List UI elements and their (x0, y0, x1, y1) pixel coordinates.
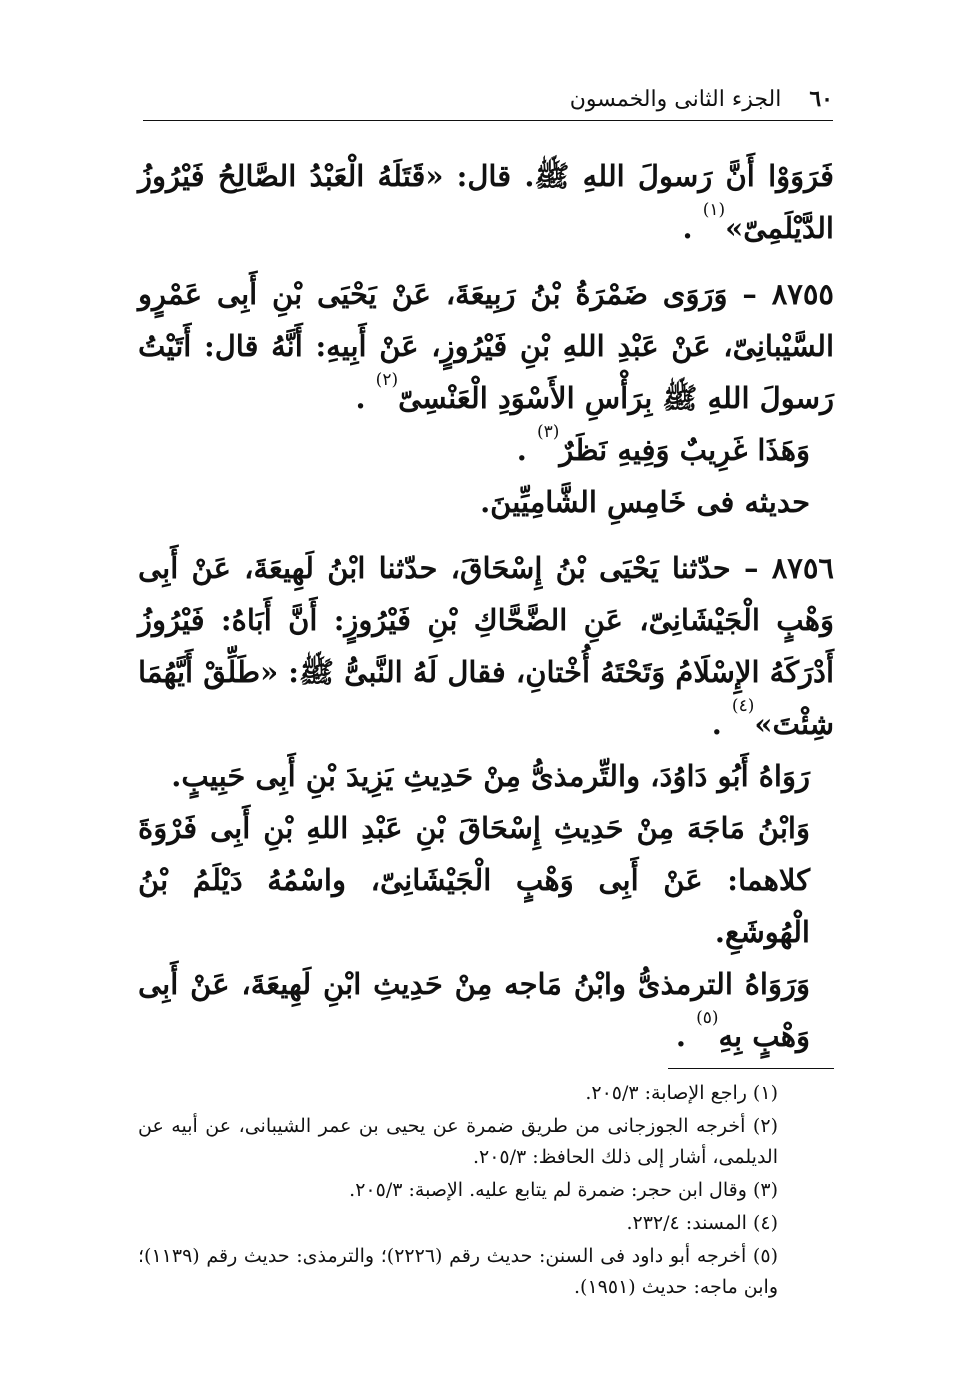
paragraph-3-text: وَهَذَا غَرِيبٌ وَفِيهِ نَظَرٌ (559, 433, 810, 467)
paragraph-7: وَابْنُ مَاجَهَ مِنْ حَدِيثِ إِسْحَاقَ بْنِ عَبْدِ اللهِ بْنِ أَبِى فَرْوَةَ كلاهما: عَنْ أَبِى وَهْبٍ الْجَيْشَانِىّ، واسْمُهُ دَيْلَمُ بْنُ الْهُوشَعِ. (138, 811, 810, 949)
footnote-ref-2: (٢) (375, 370, 399, 390)
footnote-2: (٢) أخرجه الجوزجانى من طريق ضمرة عن يحيى بن عمر الشيبانى، عن أبيه عن الديلمى، أشار إلى ذلك الحافظ: ٢٠٥/٣. (138, 1115, 778, 1168)
running-header (143, 72, 833, 112)
footnote-4: (٤) المسند: ٢٣٢/٤. (626, 1212, 778, 1234)
hadith-8755-text: ٨٧٥٥ – وَرَوَى ضَمْرَةُ بْنُ رَبِيعَةَ، عَنْ يَحْيَى بْنِ أَبِى عَمْرٍو السَّيْبانِىّ، عَنْ عَبْدِ اللهِ بْنِ فَيْرُوزٍ، عَنْ أَبِيهِ: أَنَّهُ قال: أَتَيْتُ رَسولَ اللهِ ﷺ بِرَأْسِ الأَسْوَدِ الْعَنْسِىّ (138, 277, 834, 415)
hadith-8756: ٨٧٥٦ – حدّثنا يَحْيَى بْنُ إِسْحَاقَ، حدّثنا ابْنُ لَهِيعَةَ، عَنْ أَبِى وَهْبٍ الْجَيْشَانِىّ، عَنِ الضَّحَّاكِ بْنِ فَيْرُوزٍ: أَنَّ أَبَاهُ: فَيْرُوزُ أَدْرَكَهُ الإِسْلَامُ وَتَحْتَهُ أُخْتانِ، فقال لَهُ النَّبىُّ ﷺ: «طَلِّقْ أَيَّهُمَا شِئْتَ»$^{(٤)}$ . (138, 551, 834, 741)
footnote-ref-5: (٥) (696, 1008, 719, 1028)
paragraph-8: وَرَوَاهُ الترمذىُّ وابْنُ مَاجه مِنْ حَدِيثِ ابْنِ لَهِيعَةَ، عَنْ أَبِى وَهْبٍ بِهِ$^{(٥)}$ . (138, 967, 810, 1053)
running-title: الجزء الثانى والخمسون (569, 87, 782, 112)
footnote-rule (668, 1068, 834, 1069)
footnote-ref-4: (٤) (731, 696, 755, 716)
paragraph-4: حديثه فى خَامِسِ الشَّامِيِّينَ. (480, 485, 810, 519)
paragraph-1: فَرَوَوْا أَنَّ رَسولَ اللهِ ﷺ. قال: «قَتَلَهُ الْعَبْدُ الصَّالِحُ فَيْرُوزُ الدَّيْلَمِىّ»$^{(١)}$ . (138, 159, 834, 245)
page-number: ٦٠ (809, 86, 833, 112)
hadith-8756-text: ٨٧٥٦ – حدّثنا يَحْيَى بْنُ إِسْحَاقَ، حدّثنا ابْنُ لَهِيعَةَ، عَنْ أَبِى وَهْبٍ الْجَيْشَانِىّ، عَنِ الضَّحَّاكِ بْنِ فَيْرُوزٍ: أَنَّ أَبَاهُ: فَيْرُوزُ أَدْرَكَهُ الإِسْلَامُ وَتَحْتَهُ أُخْتانِ، فقال لَهُ النَّبىُّ ﷺ: «طَلِّقْ أَيَّهُمَا شِئْتَ» (138, 551, 834, 741)
main-text (138, 150, 834, 1062)
paragraph-8-text: وَرَوَاهُ الترمذىُّ وابْنُ مَاجه مِنْ حَدِيثِ ابْنِ لَهِيعَةَ، عَنْ أَبِى وَهْبٍ بِهِ (138, 967, 810, 1053)
footnote-ref-1: (١) (702, 200, 726, 220)
hadith-8755: ٨٧٥٥ – وَرَوَى ضَمْرَةُ بْنُ رَبِيعَةَ، عَنْ يَحْيَى بْنِ أَبِى عَمْرٍو السَّيْبانِىّ، عَنْ عَبْدِ اللهِ بْنِ فَيْرُوزٍ، عَنْ أَبِيهِ: أَنَّهُ قال: أَتَيْتُ رَسولَ اللهِ ﷺ بِرَأْسِ الأَسْوَدِ الْعَنْسِىّ$^{(٢)}$ . (138, 277, 834, 415)
paragraph-6: رَوَاهُ أَبُو دَاوُدَ، والتِّرمذىُّ مِنْ حَدِيثِ يَزِيدَ بْنِ أَبِى حَبِيبٍ. (171, 759, 810, 793)
footnote-3: (٣) وقال ابن حجر: ضمرة لم يتابع عليه. الإصبة: ٢٠٥/٣. (349, 1179, 778, 1201)
footnote-ref-3: (٣) (536, 422, 560, 442)
footnotes (138, 1078, 834, 1305)
paragraph-1-text: فَرَوَوْا أَنَّ رَسولَ اللهِ ﷺ. قال: «قَتَلَهُ الْعَبْدُ الصَّالِحُ فَيْرُوزُ الدَّيْلَمِىّ» (138, 159, 834, 245)
footnote-1: (١) راجع الإصابة: ٢٠٥/٣. (585, 1082, 778, 1104)
header-rule (143, 120, 833, 121)
footnote-5: (٥) أخرجه أبو داود فى السنن: حديث رقم (٢٢٢٦)؛ والترمذى: حديث رقم (١١٣٩)؛ وابن ماجه: حديث (١٩٥١). (138, 1245, 778, 1298)
paragraph-3: وَهَذَا غَرِيبٌ وَفِيهِ نَظَرٌ$^{(٣)}$ . (516, 422, 810, 467)
